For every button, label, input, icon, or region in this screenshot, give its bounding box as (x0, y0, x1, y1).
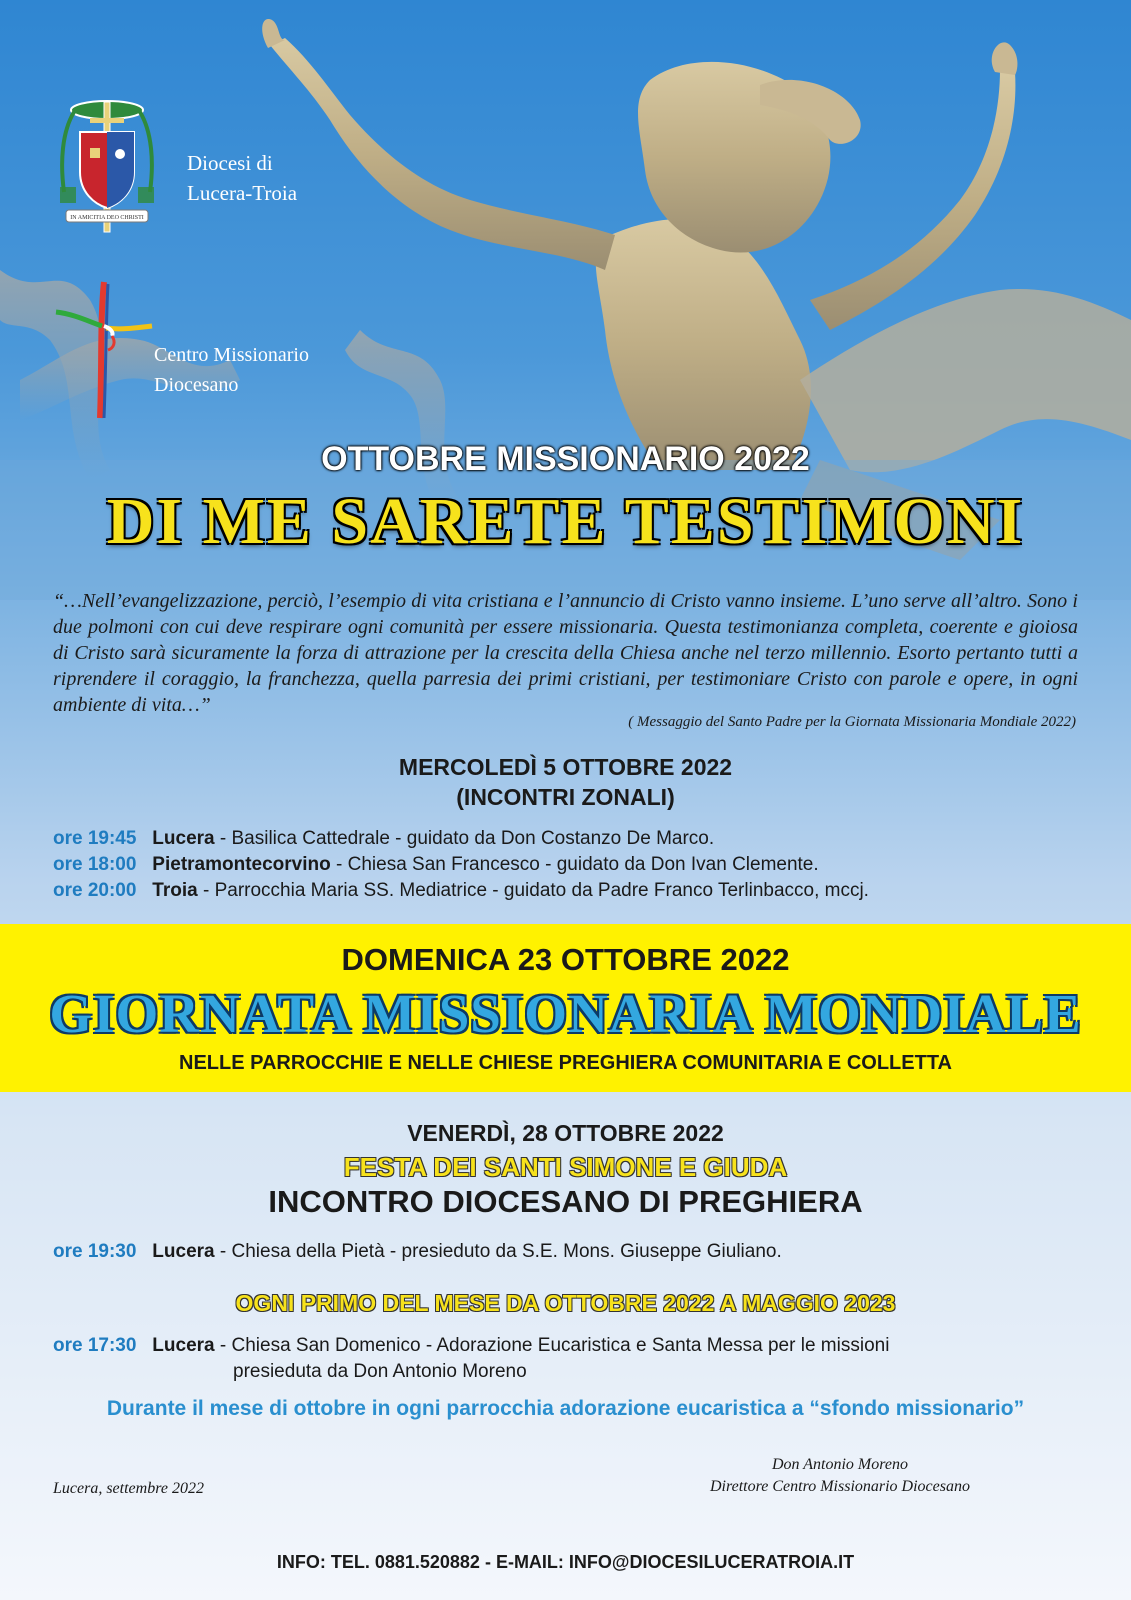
schedule-time: ore 18:00 (53, 854, 137, 875)
schedule-time: ore 20:00 (53, 880, 137, 901)
schedule-time: ore 19:30 (53, 1241, 137, 1262)
signer-role: Direttore Centro Missionario Diocesano (710, 1478, 970, 1495)
giornata-title: GIORNATA MISSIONARIA MONDIALE (49, 983, 1082, 1044)
diocese-name-line2: Lucera-Troia (187, 181, 298, 205)
giornata-subtitle: NELLE PARROCCHIE E NELLE CHIESE PREGHIERA COMUNITARIA E COLLETTA (179, 1052, 952, 1074)
schedule-detail: - Chiesa San Francesco - guidato da Don Ivan Clemente. (330, 854, 819, 875)
schedule-detail: - Parrocchia Maria SS. Mediatrice - guidato da Padre Franco Terlinbacco, mccj. (197, 880, 869, 901)
section1-subtitle: (INCONTRI ZONALI) (456, 784, 675, 810)
section1-date: MERCOLEDÌ 5 OTTOBRE 2022 (398, 754, 733, 780)
centro-missionario-name (154, 340, 309, 400)
section3-title: INCONTRO DIOCESANO DI PREGHIERA (268, 1184, 863, 1219)
theme-title: DI ME SARETE TESTIMONI (106, 485, 1025, 558)
schedule-row (53, 1241, 782, 1263)
diocese-name-line1: Diocesi di (187, 151, 273, 175)
centro-name-line1: Centro Missionario (154, 344, 309, 366)
signer-name: Don Antonio Moreno (772, 1456, 908, 1473)
schedule-row (53, 828, 714, 850)
coat-of-arms-logo (52, 92, 162, 242)
schedule-place: Lucera (152, 1241, 215, 1262)
schedule-detail-line2: presieduta da Don Antonio Moreno (233, 1361, 527, 1382)
section3-date: VENERDÌ, 28 OTTOBRE 2022 (407, 1120, 724, 1146)
schedule-row (53, 1335, 889, 1357)
pope-message-quote: “…Nell’evangelizzazione, perciò, l’esempio di vita cristiana e l’annuncio di Cristo vanno insieme. L’uno serve all’altro. Sono i due polmoni con cui deve respirare ogni comunità per essere missionaria. Questa testimonianza completa, coerente e gioiosa di Cristo sarà sicuramente la forza di attrazione per la crescita della Chiesa anche nel terzo millennio. Esorto pertanto tutti a riprendere il coraggio, la franchezza, quella parresia dei primi cristiani, per testimoniare Cristo con parole e opere, in ogni ambiente di vita…” (53, 590, 1078, 716)
schedule-row (53, 880, 869, 902)
contact-info: INFO: TEL. 0881.520882 - E-MAIL: INFO@DIOCESILUCERATROIA.IT (276, 1552, 855, 1572)
schedule-detail: - Chiesa San Domenico - Adorazione Eucaristica e Santa Messa per le missioni (214, 1335, 890, 1356)
section2-date: DOMENICA 23 OTTOBRE 2022 (341, 942, 790, 977)
adoration-note: Durante il mese di ottobre in ogni parrocchia adorazione eucaristica a “sfondo missionario” (106, 1397, 1025, 1420)
schedule-detail: - Basilica Cattedrale - guidato da Don Costanzo De Marco. (214, 828, 715, 849)
feast-title: FESTA DEI SANTI SIMONE E GIUDA (343, 1152, 788, 1182)
schedule-time: ore 19:45 (53, 828, 137, 849)
diocese-name (187, 148, 297, 208)
schedule-place: Lucera (152, 828, 215, 849)
svg-text:IN AMICITIA DEO CHRISTI: IN AMICITIA DEO CHRISTI (70, 215, 144, 221)
event-title: OTTOBRE MISSIONARIO 2022 (321, 440, 810, 478)
quote-source: ( Messaggio del Santo Padre per la Giornata Missionaria Mondiale 2022) (628, 714, 1076, 730)
schedule-time: ore 17:30 (53, 1335, 137, 1356)
schedule-place: Pietramontecorvino (152, 854, 331, 875)
schedule-row (53, 854, 819, 876)
centro-missionario-logo (54, 278, 154, 428)
schedule-place: Lucera (152, 1335, 215, 1356)
section4-title: OGNI PRIMO DEL MESE DA OTTOBRE 2022 A MAGGIO 2023 (235, 1290, 896, 1316)
centro-name-line2: Diocesano (154, 374, 239, 396)
place-date: Lucera, settembre 2022 (53, 1480, 204, 1497)
schedule-place: Troia (152, 880, 198, 901)
schedule-detail: - Chiesa della Pietà - presieduto da S.E. Mons. Giuseppe Giuliano. (214, 1241, 782, 1262)
